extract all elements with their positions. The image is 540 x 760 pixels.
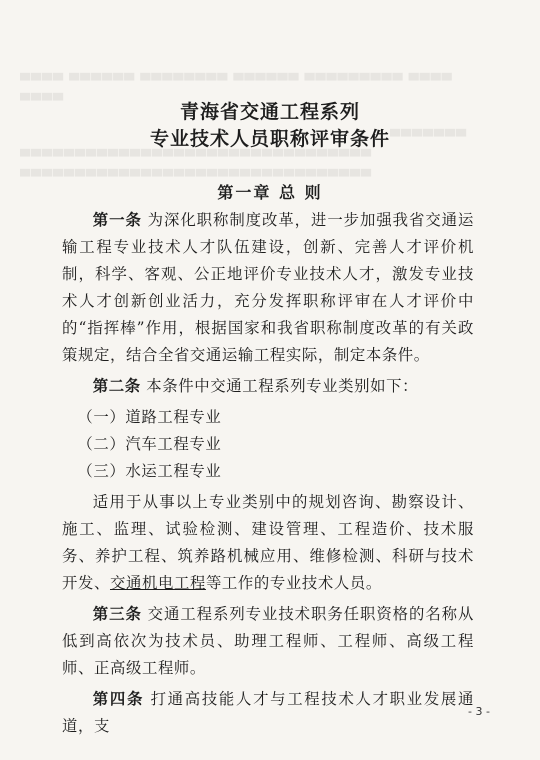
scope-note-text-end: 等工作的专业技术人员。 (205, 574, 382, 592)
chapter-heading: 第一章 总 则 (217, 183, 323, 202)
scope-note-text: 适用于从事以上专业类别中的规划咨询、勘察设计、施工、监理、试验检测、建设管理、工程造价、技术服务、养护工程、筑养路机械应用、维修检测、科研与技术开发、 (62, 493, 474, 592)
article-2-item: （一）道路工程专业 (77, 408, 222, 426)
scope-note-underlined: 交通机电工程 (109, 574, 206, 592)
article-3-label: 第三条 (92, 605, 142, 623)
bleed-through-text: ▀▀▀▀▀▀▀▀▀▀▀▀▀▀▀▀▀▀▀▀▀▀▀▀▀▀▀▀▀▀▀▀ (20, 150, 372, 165)
article-1-text: 为深化职称制度改革，进一步加强我省交通运输工程专业技术人才队伍建设，创新、完善人才评价机制，科学、客观、公正地评价专业技术人才，激发专业技术人才创新创业活力，充分发挥职称评审在人才评价中的“指挥棒”作用，根据国家和我省职称制度改革的有关政策规定，结合全省交通运输工程实际，制定本条件。 (62, 211, 474, 364)
bleed-through-text: ▀▀▀▀▀▀▀▀▀▀▀▀▀▀▀▀▀▀▀▀▀▀▀▀▀▀▀▀▀▀▀▀ (20, 170, 372, 185)
article-2-text: 本条件中交通工程系列专业类别如下： (140, 377, 419, 395)
article-2-scope-note (62, 489, 474, 597)
article-2-item: （二）汽车工程专业 (77, 435, 222, 453)
bleed-through-text: ▀▀▀▀ ▀▀▀▀▀▀ ▀▀▀▀▀▀▀▀ ▀▀▀▀▀▀ ▀▀▀▀▀▀▀▀▀ ▀▀▀▀ (20, 74, 453, 89)
bleed-through-text: ▀▀▀▀ (20, 94, 64, 109)
article-2-label: 第二条 (92, 377, 141, 395)
article-2-item: （三）水运工程专业 (77, 462, 222, 480)
document-title-line1: 青海省交通工程系列 (179, 101, 360, 123)
article-2 (62, 373, 474, 400)
article-1-label: 第一条 (92, 211, 142, 229)
document-body (62, 207, 474, 744)
document-title-line2: 专业技术人员职称评审条件 (149, 128, 390, 150)
bleed-through-text: ▀▀▀▀▀▀▀ (390, 130, 467, 145)
article-1 (62, 207, 474, 369)
page-number: - 3 - (468, 705, 490, 718)
article-4 (62, 686, 474, 740)
article-4-text: 打通高技能人才与工程技术人才职业发展通道，支 (62, 690, 474, 735)
article-3 (62, 601, 474, 682)
article-4-label: 第四条 (92, 690, 145, 708)
article-3-text: 交通工程系列专业技术职务任职资格的名称从低到高依次为技术员、助理工程师、工程师、高级工程师、正高级工程师。 (62, 605, 474, 677)
